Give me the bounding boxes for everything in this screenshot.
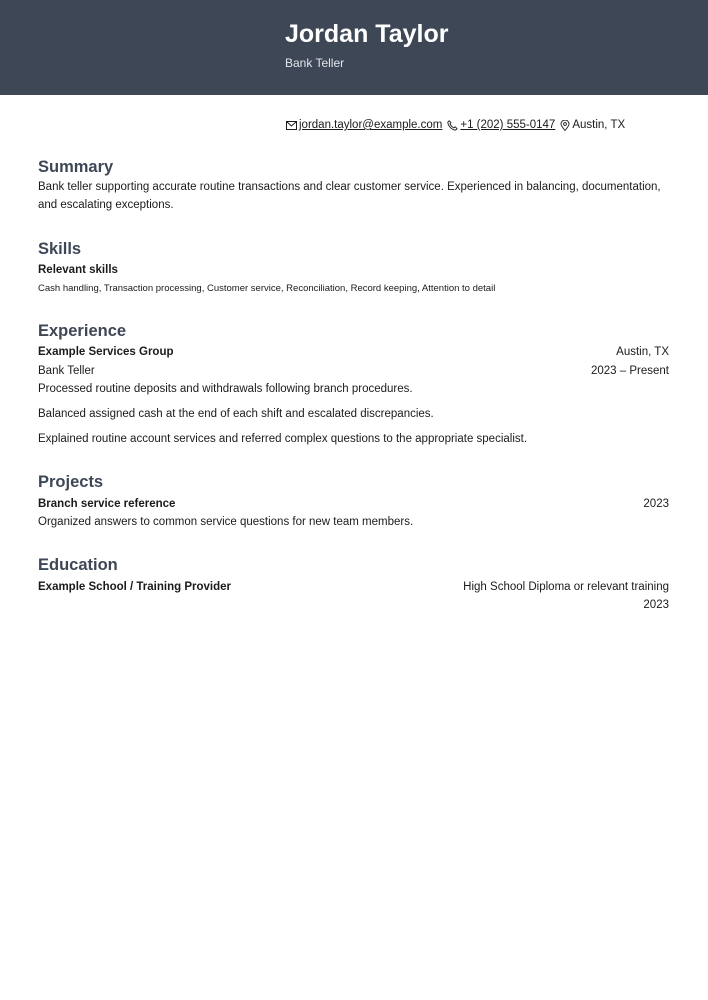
location-text: Austin, TX — [572, 119, 626, 131]
experience-bullet: Processed routine deposits and withdrawals following branch procedures. — [38, 383, 413, 395]
contact-bar — [286, 116, 630, 134]
experience-role-row — [38, 362, 669, 380]
candidate-name: Jordan Taylor — [285, 20, 449, 48]
summary-text: Bank teller supporting accurate routine transactions and clear customer service. Experienced in balancing, documentation, and escalating exceptions. — [38, 181, 661, 211]
contact-phone — [447, 119, 555, 131]
experience-dates: 2023 – Present — [590, 365, 669, 377]
experience-company: Example Services Group — [38, 346, 174, 358]
project-row — [38, 495, 669, 513]
project-description: Organized answers to common service questions for new team members. — [38, 516, 414, 528]
skills-list: Cash handling, Transaction processing, Customer service, Reconciliation, Record keeping, Attention to detail — [38, 283, 496, 294]
phone-icon — [447, 120, 458, 131]
job-title: Bank Teller — [285, 56, 345, 70]
contact-location — [560, 119, 625, 131]
project-year: 2023 — [643, 498, 669, 510]
education-heading: Education — [38, 556, 118, 574]
projects-section — [38, 472, 669, 531]
experience-bullet: Balanced assigned cash at the end of each shift and escalated discrepancies. — [38, 408, 434, 420]
education-degree: High School Diploma or relevant training — [463, 581, 669, 593]
email-link[interactable]: jordan.taylor@example.com — [299, 119, 443, 131]
experience-company-row — [38, 343, 669, 361]
summary-heading: Summary — [38, 158, 114, 176]
mail-icon — [286, 121, 297, 130]
experience-location: Austin, TX — [616, 346, 669, 358]
skills-section — [38, 239, 669, 297]
experience-bullet: Explained routine account services and referred complex questions to the appropriate specialist. — [38, 433, 528, 445]
education-school: Example School / Training Provider — [38, 581, 231, 593]
experience-section — [38, 321, 669, 448]
skills-subheading: Relevant skills — [38, 264, 118, 276]
experience-heading: Experience — [38, 322, 127, 340]
education-section — [38, 555, 669, 614]
projects-heading: Projects — [38, 473, 104, 491]
education-row — [38, 578, 669, 596]
summary-section — [38, 157, 669, 214]
phone-link[interactable]: +1 (202) 555-0147 — [460, 119, 556, 131]
header-banner — [0, 0, 708, 95]
contact-email — [286, 119, 442, 131]
skills-heading: Skills — [38, 240, 82, 258]
experience-role: Bank Teller — [38, 365, 95, 377]
education-year: 2023 — [643, 599, 669, 611]
project-name: Branch service reference — [38, 498, 176, 510]
location-pin-icon — [560, 120, 570, 131]
